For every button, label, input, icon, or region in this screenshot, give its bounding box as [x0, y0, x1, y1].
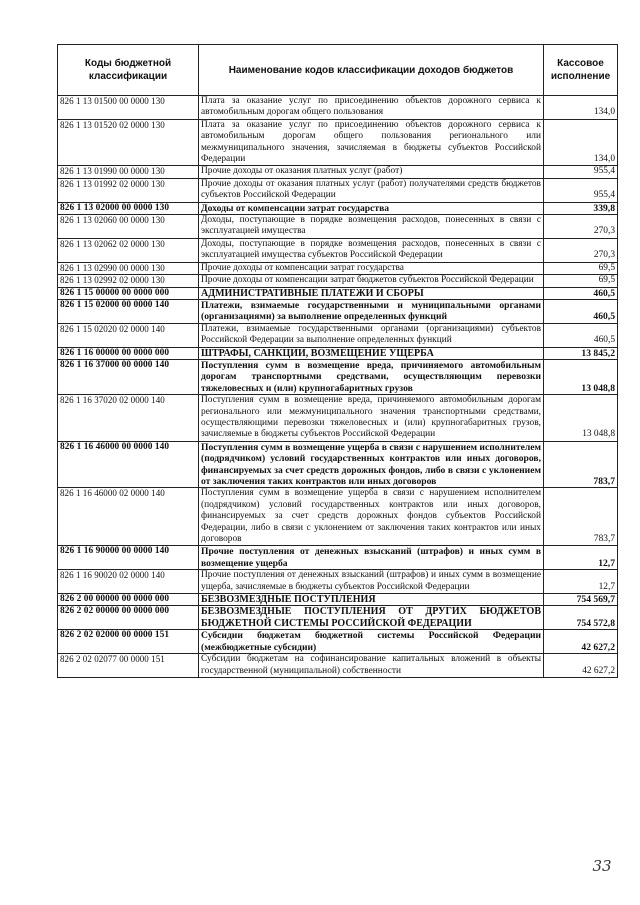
- table-row: [58, 594, 618, 606]
- table-body: [58, 96, 618, 678]
- row-code: 826 1 16 90020 02 0000 140: [58, 570, 199, 594]
- row-code: 826 2 02 00000 00 0000 000: [58, 606, 199, 630]
- table-row: [58, 395, 618, 442]
- row-code: 826 1 13 01520 02 0000 130: [58, 119, 199, 166]
- row-code: 826 1 16 37020 02 0000 140: [58, 395, 199, 442]
- row-amount: 270,3: [544, 215, 618, 239]
- row-amount: 955,4: [544, 166, 618, 178]
- row-code: 826 1 13 01500 00 0000 130: [58, 96, 199, 120]
- row-name: Прочие поступления от денежных взысканий (штрафов) и иных сумм в возмещение ущерба, зачисляемые в бюджеты субъектов Российской Федерации: [199, 570, 544, 594]
- table-row: [58, 215, 618, 239]
- header-name: Наименование кодов классификации доходов бюджетов: [199, 45, 544, 96]
- table-row: [58, 166, 618, 178]
- row-code: 826 1 13 01990 00 0000 130: [58, 166, 199, 178]
- row-name: Прочие доходы от компенсации затрат государства: [199, 262, 544, 274]
- row-amount: 955,4: [544, 178, 618, 202]
- table-row: [58, 178, 618, 202]
- table-row: [58, 654, 618, 678]
- row-amount: 783,7: [544, 488, 618, 546]
- row-code: 826 1 13 02060 00 0000 130: [58, 215, 199, 239]
- table-row: [58, 119, 618, 166]
- row-name: Доходы, поступающие в порядке возмещения расходов, понесенных в связи с эксплуатацией имущества: [199, 215, 544, 239]
- row-amount: 134,0: [544, 96, 618, 120]
- table-row: [58, 606, 618, 630]
- table-row: [58, 630, 618, 654]
- table-row: [58, 238, 618, 262]
- table-row: [58, 323, 618, 347]
- row-code: 826 1 13 02992 02 0000 130: [58, 275, 199, 287]
- row-name: ШТРАФЫ, САНКЦИИ, ВОЗМЕЩЕНИЕ УЩЕРБА: [199, 347, 544, 359]
- row-name: Прочие поступления от денежных взысканий (штрафов) и иных сумм в возмещение ущерба: [199, 546, 544, 570]
- table-row: [58, 546, 618, 570]
- row-name: БЕЗВОЗМЕЗДНЫЕ ПОСТУПЛЕНИЯ: [199, 594, 544, 606]
- row-code: 826 1 13 02000 00 0000 130: [58, 202, 199, 214]
- row-name: Плата за оказание услуг по присоединению объектов дорожного сервиса к автомобильным дорогам общего пользования: [199, 96, 544, 120]
- row-name: Субсидии бюджетам на софинансирование капитальных вложений в объекты государственной (муниципальной) собственности: [199, 654, 544, 678]
- row-code: 826 1 16 37000 00 0000 140: [58, 359, 199, 394]
- table-row: [58, 96, 618, 120]
- row-name: БЕЗВОЗМЕЗДНЫЕ ПОСТУПЛЕНИЯ ОТ ДРУГИХ БЮДЖЕТОВ БЮДЖЕТНОЙ СИСТЕМЫ РОССИЙСКОЙ ФЕДЕРАЦИИ: [199, 606, 544, 630]
- revenue-table: [57, 44, 618, 678]
- row-amount: 754 569,7: [544, 594, 618, 606]
- row-name: Поступления сумм в возмещение вреда, причиняемого автомобильным дорогам регионального или межмуниципального значения транспортными средствами, осуществляющими перевозки тяжеловесных и (или) крупногабаритных грузов, зачисляемые в бюджеты субъектов Российской Федерации: [199, 395, 544, 442]
- table-row: [58, 441, 618, 488]
- row-amount: 69,5: [544, 275, 618, 287]
- table-row: [58, 275, 618, 287]
- row-name: Платежи, взимаемые государственными органами (организациями) субъектов Российской Федерации за выполнение определенных функций: [199, 323, 544, 347]
- table-row: [58, 202, 618, 214]
- table-row: [58, 287, 618, 299]
- row-code: 826 1 16 00000 00 0000 000: [58, 347, 199, 359]
- row-code: 826 2 02 02000 00 0000 151: [58, 630, 199, 654]
- row-amount: 13 048,8: [544, 395, 618, 442]
- row-amount: 12,7: [544, 546, 618, 570]
- table-row: [58, 262, 618, 274]
- table-header-row: [58, 45, 618, 96]
- row-amount: 783,7: [544, 441, 618, 488]
- table-row: [58, 359, 618, 394]
- row-code: 826 2 02 02077 00 0000 151: [58, 654, 199, 678]
- row-amount: 134,0: [544, 119, 618, 166]
- table-row: [58, 488, 618, 546]
- row-name: Прочие доходы от оказания платных услуг (работ): [199, 166, 544, 178]
- row-code: 826 1 15 02000 00 0000 140: [58, 299, 199, 323]
- row-code: 826 1 15 02020 02 0000 140: [58, 323, 199, 347]
- row-amount: 339,8: [544, 202, 618, 214]
- row-name: Поступления сумм в возмещение ущерба в связи с нарушением исполнителем (подрядчиком) условий государственных контрактов или иных договоров, финансируемых за счет средств дорожных фондов, либо в связи с уклонением от заключения таких контрактов или иных договоров: [199, 441, 544, 488]
- row-name: Плата за оказание услуг по присоединению объектов дорожного сервиса к автомобильным дорогам общего пользования регионального или межмуниципального значения, зачисляемая в бюджеты субъектов Российской Федерации: [199, 119, 544, 166]
- row-name: Поступления сумм в возмещение вреда, причиняемого автомобильным дорогам транспортными средствами, осуществляющим перевозки тяжеловесных и (или) крупногабаритных грузов: [199, 359, 544, 394]
- table-row: [58, 570, 618, 594]
- row-amount: 13 048,8: [544, 359, 618, 394]
- row-amount: 460,5: [544, 299, 618, 323]
- header-amount: Кассовое исполнение: [544, 45, 618, 96]
- row-amount: 13 845,2: [544, 347, 618, 359]
- table-row: [58, 347, 618, 359]
- row-name: Поступления сумм в возмещение ущерба в связи с нарушением исполнителем (подрядчиком) условий государственных контрактов или иных договоров, финансируемых за счет средств дорожных фондов субъектов Российской Федерации, либо в связи с уклонением от заключения таких контрактов или иных договоров: [199, 488, 544, 546]
- row-amount: 42 627,2: [544, 630, 618, 654]
- page-number: 33: [592, 857, 612, 875]
- table-row: [58, 299, 618, 323]
- row-code: 826 1 13 01992 02 0000 130: [58, 178, 199, 202]
- header-code: Коды бюджетной классификации: [58, 45, 199, 96]
- row-amount: 754 572,8: [544, 606, 618, 630]
- row-code: 826 1 13 02990 00 0000 130: [58, 262, 199, 274]
- row-name: Платежи, взимаемые государственными и муниципальными органами (организациями) за выполнение определенных функций: [199, 299, 544, 323]
- row-amount: 69,5: [544, 262, 618, 274]
- row-code: 826 1 15 00000 00 0000 000: [58, 287, 199, 299]
- row-code: 826 1 16 90000 00 0000 140: [58, 546, 199, 570]
- row-code: 826 2 00 00000 00 0000 000: [58, 594, 199, 606]
- row-code: 826 1 13 02062 02 0000 130: [58, 238, 199, 262]
- row-amount: 460,5: [544, 323, 618, 347]
- row-name: Субсидии бюджетам бюджетной системы Российской Федерации (межбюджетные субсидии): [199, 630, 544, 654]
- row-amount: 42 627,2: [544, 654, 618, 678]
- row-name: Прочие доходы от компенсации затрат бюджетов субъектов Российской Федерации: [199, 275, 544, 287]
- row-name: Прочие доходы от оказания платных услуг (работ) получателями средств бюджетов субъектов Российской Федерации: [199, 178, 544, 202]
- row-name: Доходы от компенсации затрат государства: [199, 202, 544, 214]
- row-amount: 460,5: [544, 287, 618, 299]
- row-code: 826 1 16 46000 00 0000 140: [58, 441, 199, 488]
- row-name: Доходы, поступающие в порядке возмещения расходов, понесенных в связи с эксплуатацией имущества субъектов Российской Федерации: [199, 238, 544, 262]
- row-amount: 270,3: [544, 238, 618, 262]
- row-amount: 12,7: [544, 570, 618, 594]
- row-code: 826 1 16 46000 02 0000 140: [58, 488, 199, 546]
- row-name: АДМИНИСТРАТИВНЫЕ ПЛАТЕЖИ И СБОРЫ: [199, 287, 544, 299]
